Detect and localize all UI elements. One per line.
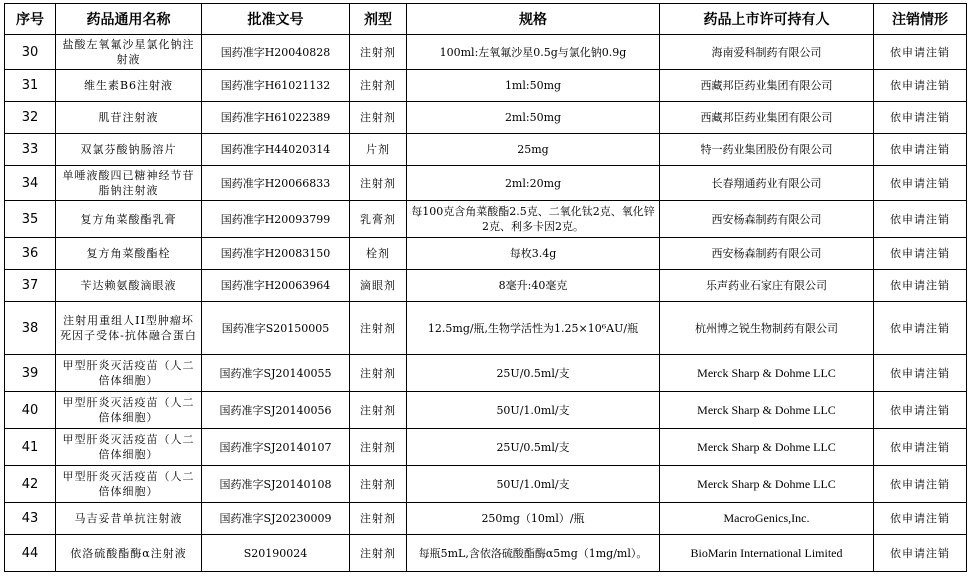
cell-dosage-form: 栓剂 xyxy=(350,238,407,270)
header-row xyxy=(5,4,967,35)
cell-license-holder: 乐声药业石家庄有限公司 xyxy=(660,270,874,302)
cell-approval-number: 国药准字SJ20230009 xyxy=(202,503,350,535)
table-row xyxy=(5,302,967,355)
cell-cancellation-status: 依申请注销 xyxy=(874,270,967,302)
header-seq: 序号 xyxy=(5,4,56,35)
cell-seq: 31 xyxy=(5,70,56,102)
cell-dosage-form: 注射剂 xyxy=(350,535,407,572)
cell-cancellation-status: 依申请注销 xyxy=(874,392,967,429)
cell-specification: 2ml:20mg xyxy=(407,166,660,201)
cell-license-holder: MacroGenics,Inc. xyxy=(660,503,874,535)
cell-seq: 30 xyxy=(5,35,56,70)
cell-license-holder: 西藏邦臣药业集团有限公司 xyxy=(660,102,874,134)
header-approval: 批准文号 xyxy=(202,4,350,35)
cell-approval-number: 国药准字H44020314 xyxy=(202,134,350,166)
cell-seq: 42 xyxy=(5,466,56,503)
cell-cancellation-status: 依申请注销 xyxy=(874,355,967,392)
cell-dosage-form: 注射剂 xyxy=(350,466,407,503)
cell-drug-name: 甲型肝炎灭活疫苗（人二倍体细胞） xyxy=(56,429,202,466)
cell-license-holder: 海南爱科制药有限公司 xyxy=(660,35,874,70)
cell-specification: 250mg（10ml）/瓶 xyxy=(407,503,660,535)
cell-drug-name: 复方角菜酸酯栓 xyxy=(56,238,202,270)
cell-dosage-form: 注射剂 xyxy=(350,35,407,70)
cell-specification: 25U/0.5ml/支 xyxy=(407,429,660,466)
drug-cancellation-table xyxy=(4,3,967,572)
cell-dosage-form: 注射剂 xyxy=(350,102,407,134)
table-row xyxy=(5,70,967,102)
cell-approval-number: 国药准字H20093799 xyxy=(202,201,350,238)
table-row xyxy=(5,503,967,535)
cell-cancellation-status: 依申请注销 xyxy=(874,134,967,166)
cell-cancellation-status: 依申请注销 xyxy=(874,166,967,201)
cell-cancellation-status: 依申请注销 xyxy=(874,503,967,535)
cell-cancellation-status: 依申请注销 xyxy=(874,70,967,102)
table-row xyxy=(5,102,967,134)
cell-dosage-form: 注射剂 xyxy=(350,70,407,102)
cell-specification: 每100克含角菜酸酯2.5克、二氧化钛2克、氧化锌2克、利多卡因2克。 xyxy=(407,201,660,238)
cell-drug-name: 单唾液酸四已糖神经节苷脂钠注射液 xyxy=(56,166,202,201)
cell-approval-number: 国药准字H20066833 xyxy=(202,166,350,201)
cell-seq: 36 xyxy=(5,238,56,270)
table-row xyxy=(5,466,967,503)
cell-dosage-form: 乳膏剂 xyxy=(350,201,407,238)
cell-cancellation-status: 依申请注销 xyxy=(874,201,967,238)
cell-drug-name: 肌苷注射液 xyxy=(56,102,202,134)
cell-seq: 37 xyxy=(5,270,56,302)
cell-license-holder: Merck Sharp & Dohme LLC xyxy=(660,466,874,503)
cell-drug-name: 依洛硫酸酯酶α注射液 xyxy=(56,535,202,572)
header-spec: 规格 xyxy=(407,4,660,35)
cell-approval-number: 国药准字H20083150 xyxy=(202,238,350,270)
cell-approval-number: 国药准字H61021132 xyxy=(202,70,350,102)
cell-dosage-form: 滴眼剂 xyxy=(350,270,407,302)
table-row xyxy=(5,134,967,166)
cell-dosage-form: 注射剂 xyxy=(350,503,407,535)
table-row xyxy=(5,355,967,392)
cell-drug-name: 维生素B6注射液 xyxy=(56,70,202,102)
cell-approval-number: 国药准字SJ20140107 xyxy=(202,429,350,466)
cell-dosage-form: 注射剂 xyxy=(350,302,407,355)
cell-drug-name: 甲型肝炎灭活疫苗（人二倍体细胞） xyxy=(56,355,202,392)
cell-license-holder: 西安杨森制药有限公司 xyxy=(660,238,874,270)
cell-license-holder: Merck Sharp & Dohme LLC xyxy=(660,429,874,466)
cell-license-holder: Merck Sharp & Dohme LLC xyxy=(660,355,874,392)
cell-drug-name: 甲型肝炎灭活疫苗（人二倍体细胞） xyxy=(56,392,202,429)
cell-cancellation-status: 依申请注销 xyxy=(874,102,967,134)
cell-seq: 40 xyxy=(5,392,56,429)
table-row xyxy=(5,535,967,572)
cell-drug-name: 马吉妥昔单抗注射液 xyxy=(56,503,202,535)
cell-seq: 44 xyxy=(5,535,56,572)
cell-drug-name: 盐酸左氧氟沙星氯化钠注射液 xyxy=(56,35,202,70)
cell-specification: 2ml:50mg xyxy=(407,102,660,134)
cell-drug-name: 注射用重组人II型肿瘤坏死因子受体-抗体融合蛋白 xyxy=(56,302,202,355)
cell-dosage-form: 注射剂 xyxy=(350,392,407,429)
table-row xyxy=(5,392,967,429)
cell-cancellation-status: 依申请注销 xyxy=(874,238,967,270)
table-row xyxy=(5,429,967,466)
cell-approval-number: 国药准字SJ20140055 xyxy=(202,355,350,392)
cell-approval-number: 国药准字S20150005 xyxy=(202,302,350,355)
table-row xyxy=(5,201,967,238)
cell-license-holder: BioMarin International Limited xyxy=(660,535,874,572)
cell-cancellation-status: 依申请注销 xyxy=(874,302,967,355)
cell-specification: 每枚3.4g xyxy=(407,238,660,270)
cell-license-holder: 长春翔通药业有限公司 xyxy=(660,166,874,201)
cell-specification: 100ml:左氧氟沙星0.5g与氯化钠0.9g xyxy=(407,35,660,70)
cell-seq: 43 xyxy=(5,503,56,535)
cell-license-holder: 西藏邦臣药业集团有限公司 xyxy=(660,70,874,102)
cell-seq: 38 xyxy=(5,302,56,355)
cell-drug-name: 甲型肝炎灭活疫苗（人二倍体细胞） xyxy=(56,466,202,503)
table-header xyxy=(5,4,967,35)
cell-approval-number: S20190024 xyxy=(202,535,350,572)
cell-specification: 25mg xyxy=(407,134,660,166)
table-row xyxy=(5,166,967,201)
cell-license-holder: Merck Sharp & Dohme LLC xyxy=(660,392,874,429)
cell-seq: 34 xyxy=(5,166,56,201)
cell-cancellation-status: 依申请注销 xyxy=(874,535,967,572)
cell-drug-name: 苄达赖氨酸滴眼液 xyxy=(56,270,202,302)
cell-dosage-form: 注射剂 xyxy=(350,355,407,392)
cell-specification: 50U/1.0ml/支 xyxy=(407,392,660,429)
cell-dosage-form: 注射剂 xyxy=(350,429,407,466)
header-status: 注销情形 xyxy=(874,4,967,35)
header-name: 药品通用名称 xyxy=(56,4,202,35)
cell-cancellation-status: 依申请注销 xyxy=(874,35,967,70)
header-holder: 药品上市许可持有人 xyxy=(660,4,874,35)
table-row xyxy=(5,238,967,270)
cell-approval-number: 国药准字SJ20140108 xyxy=(202,466,350,503)
table-row xyxy=(5,35,967,70)
cell-specification: 50U/1.0ml/支 xyxy=(407,466,660,503)
cell-specification: 12.5mg/瓶,生物学活性为1.25×10⁶AU/瓶 xyxy=(407,302,660,355)
cell-approval-number: 国药准字H61022389 xyxy=(202,102,350,134)
cell-seq: 41 xyxy=(5,429,56,466)
table-row xyxy=(5,270,967,302)
cell-approval-number: 国药准字H20063964 xyxy=(202,270,350,302)
cell-specification: 25U/0.5ml/支 xyxy=(407,355,660,392)
cell-dosage-form: 注射剂 xyxy=(350,166,407,201)
cell-dosage-form: 片剂 xyxy=(350,134,407,166)
cell-license-holder: 特一药业集团股份有限公司 xyxy=(660,134,874,166)
cell-license-holder: 杭州博之锐生物制药有限公司 xyxy=(660,302,874,355)
cell-seq: 33 xyxy=(5,134,56,166)
cell-cancellation-status: 依申请注销 xyxy=(874,466,967,503)
cell-drug-name: 双氯芬酸钠肠溶片 xyxy=(56,134,202,166)
cell-approval-number: 国药准字H20040828 xyxy=(202,35,350,70)
cell-license-holder: 西安杨森制药有限公司 xyxy=(660,201,874,238)
cell-cancellation-status: 依申请注销 xyxy=(874,429,967,466)
cell-seq: 39 xyxy=(5,355,56,392)
cell-specification: 8毫升:40毫克 xyxy=(407,270,660,302)
cell-drug-name: 复方角菜酸酯乳膏 xyxy=(56,201,202,238)
cell-specification: 1ml:50mg xyxy=(407,70,660,102)
cell-seq: 32 xyxy=(5,102,56,134)
table-body xyxy=(5,35,967,572)
cell-approval-number: 国药准字SJ20140056 xyxy=(202,392,350,429)
cell-seq: 35 xyxy=(5,201,56,238)
header-form: 剂型 xyxy=(350,4,407,35)
cell-specification: 每瓶5mL,含依洛硫酸酯酶α5mg（1mg/ml）。 xyxy=(407,535,660,572)
